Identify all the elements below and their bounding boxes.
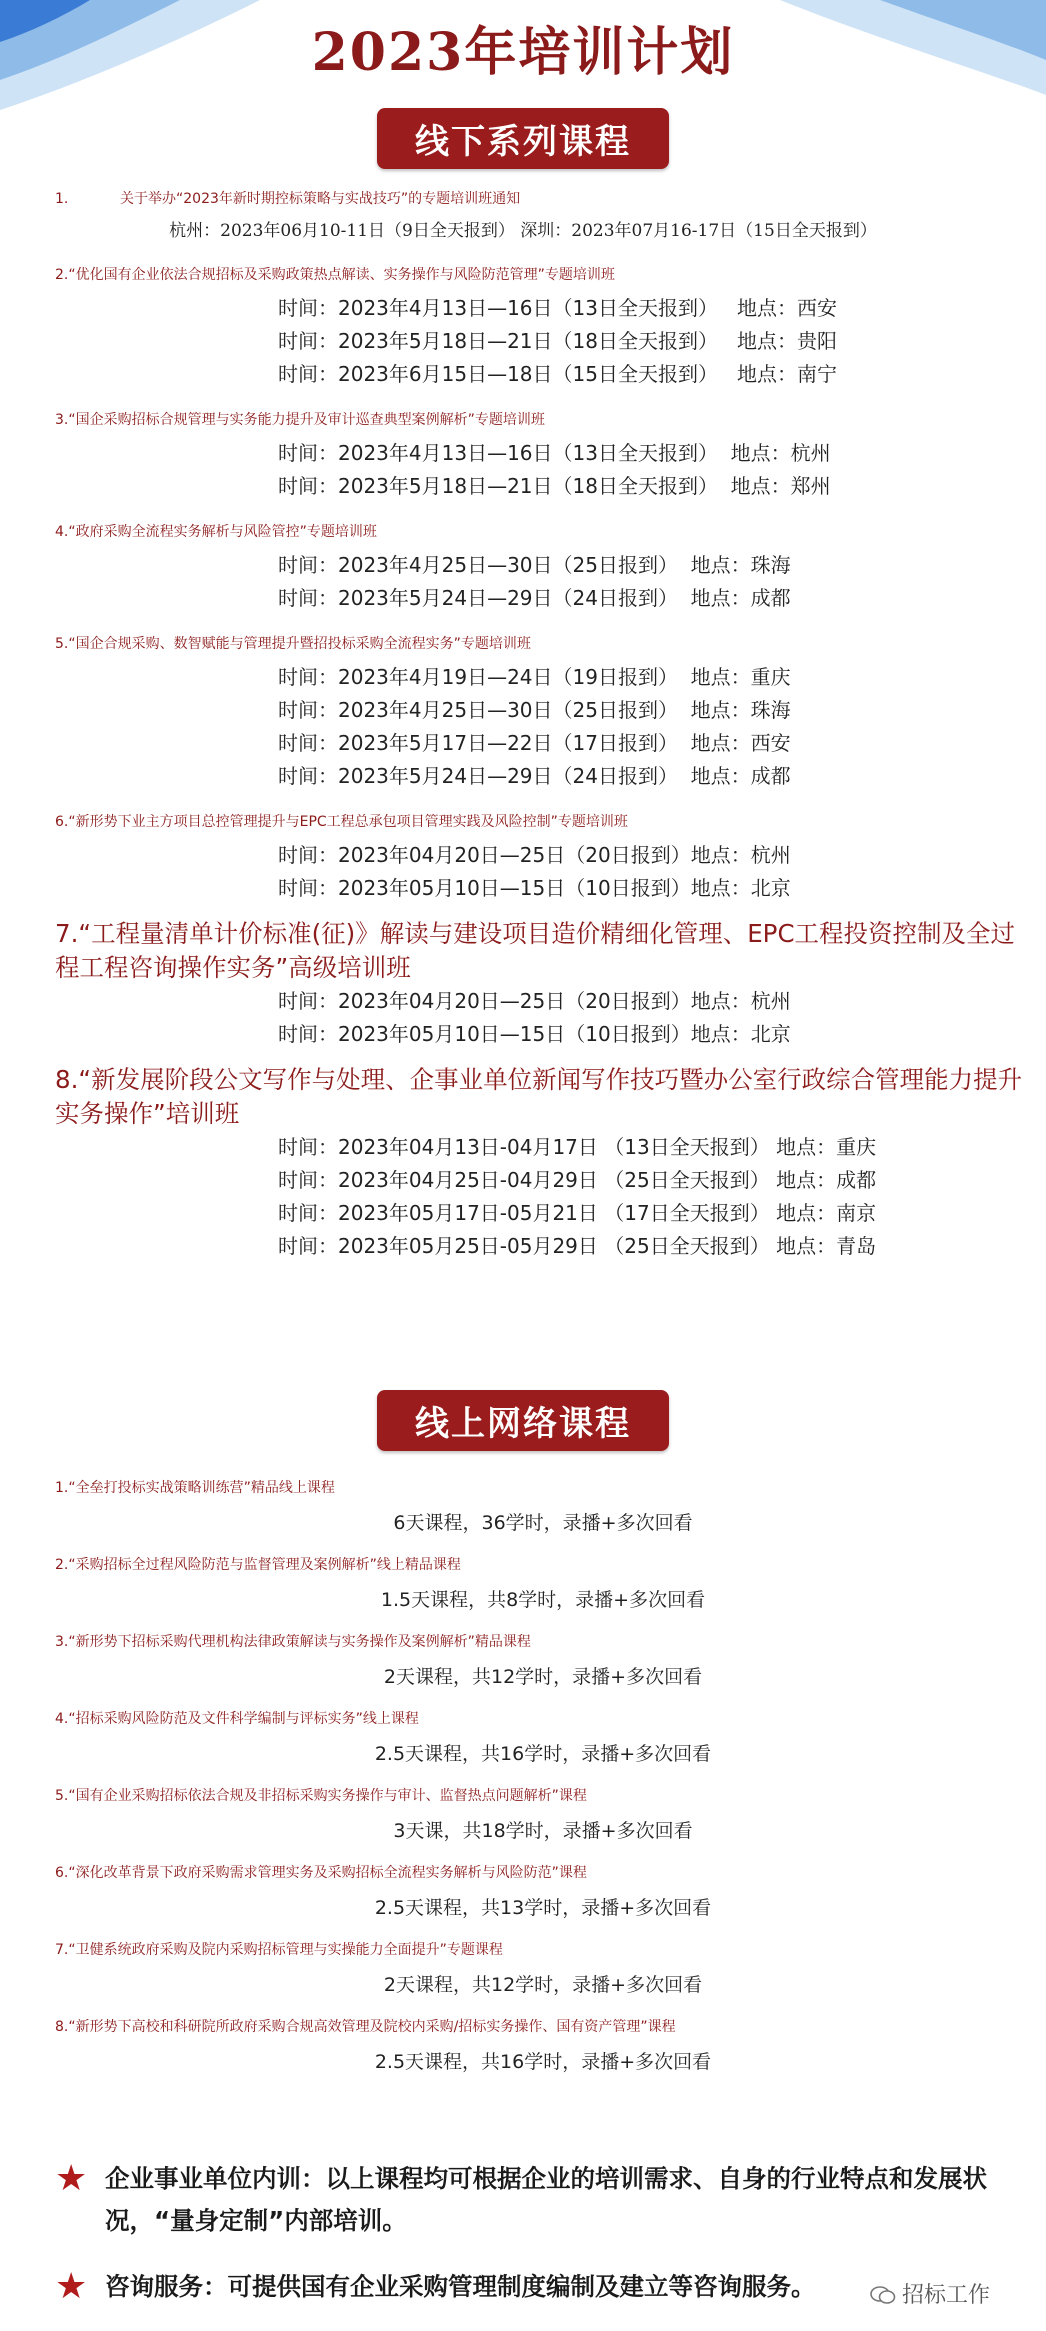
course-number: 5.	[55, 1788, 69, 1804]
schedule-line: 时间：2023年05月17日-05月21日 （17日全天报到） 地点：南京	[278, 1201, 877, 1225]
course-title-text: “新形势下招标采购代理机构法律政策解读与实务操作及案例解析”精品课程	[68, 1634, 531, 1650]
course-number: 1.	[55, 1480, 69, 1496]
offline-course-item	[0, 403, 1046, 503]
course-title	[0, 1545, 1046, 1585]
course-title	[0, 2007, 1046, 2047]
course-description: 3天课，共18学时，录播+多次回看	[393, 1820, 693, 1842]
course-number: 6.	[55, 814, 69, 830]
course-title	[0, 1776, 1046, 1816]
course-number: 8.	[55, 2019, 69, 2035]
page-title: 2023年培训计划	[311, 22, 735, 83]
course-title	[0, 805, 1046, 839]
schedule-line: 时间：2023年4月25日—30日（25日报到） 地点：珠海	[278, 553, 791, 577]
course-title-text: “新形势下高校和科研院所政府采购合规高效管理及院校内采购/招标实务操作、国有资产管理”课程	[68, 2019, 676, 2035]
course-number: 4.	[55, 1711, 69, 1727]
online-course-item	[0, 2007, 1046, 2077]
course-title-text: “招标采购风险防范及文件科学编制与评标实务”线上课程	[68, 1711, 419, 1727]
course-description: 1.5天课程，共8学时，录播+多次回看	[380, 1589, 706, 1611]
online-courses-banner: 线上网络课程	[377, 1390, 669, 1451]
online-course-item	[0, 1545, 1046, 1615]
schedule-line: 时间：2023年04月20日—25日（20日报到）地点：杭州	[278, 843, 791, 867]
schedule-line: 时间：2023年6月15日—18日（15日全天报到） 地点：南宁	[278, 362, 838, 386]
schedule-line: 时间：2023年4月13日—16日（13日全天报到） 地点：西安	[278, 296, 838, 320]
online-course-item	[0, 1699, 1046, 1769]
course-description: 2天课程，共12学时，录播+多次回看	[383, 1974, 703, 1996]
course-description: 2.5天课程，共13学时，录播+多次回看	[374, 1897, 712, 1919]
online-course-list	[0, 1468, 1046, 2084]
online-course-item	[0, 1776, 1046, 1846]
course-title	[0, 1468, 1046, 1508]
course-title	[0, 1622, 1046, 1662]
online-course-item	[0, 1930, 1046, 2000]
course-number: 1.	[55, 191, 69, 207]
course-title	[0, 1853, 1046, 1893]
course-title-text: “国有企业采购招标依法合规及非招标采购实务操作与审计、监督热点问题解析”课程	[68, 1788, 587, 1804]
consulting-service-text: 咨询服务：可提供国有企业采购管理制度编制及建立等咨询服务。	[105, 2272, 816, 2301]
online-course-item	[0, 1468, 1046, 1538]
course-title	[0, 1930, 1046, 1970]
offline-course-item	[0, 182, 1046, 246]
offline-course-item	[0, 1063, 1046, 1263]
online-course-item	[0, 1853, 1046, 1923]
course-title-text: “卫健系统政府采购及院内采购招标管理与实操能力全面提升”专题课程	[68, 1942, 503, 1958]
wechat-watermark	[870, 2278, 990, 2309]
course-title-text: “采购招标全过程风险防范与监督管理及案例解析”线上精品课程	[68, 1557, 461, 1573]
inhouse-training-text: 企业事业单位内训：以上课程均可根据企业的培训需求、自身的行业特点和发展状况，“量身定制”内部培训。	[105, 2164, 987, 2235]
offline-course-item	[0, 258, 1046, 391]
schedule-line: 时间：2023年5月17日—22日（17日报到） 地点：西安	[278, 731, 791, 755]
online-course-item	[0, 1622, 1046, 1692]
course-number: 7.	[55, 919, 79, 948]
offline-course-item	[0, 917, 1046, 1051]
course-title	[0, 627, 1046, 661]
offline-course-item	[0, 515, 1046, 615]
course-title	[0, 515, 1046, 549]
course-number: 8.	[55, 1065, 79, 1094]
schedule-line: 时间：2023年05月25日-05月29日 （25日全天报到） 地点：青岛	[278, 1234, 877, 1258]
course-title	[0, 258, 1046, 292]
schedule-line: 时间：2023年4月25日—30日（25日报到） 地点：珠海	[278, 698, 791, 722]
course-title-text: “优化国有企业依法合规招标及采购政策热点解读、实务操作与风险防范管理”专题培训班	[68, 267, 615, 283]
schedule-line: 时间：2023年04月25日-04月29日 （25日全天报到） 地点：成都	[278, 1168, 877, 1192]
watermark-text: 招标工作	[902, 2283, 991, 2308]
course-title-text: “新形势下业主方项目总控管理提升与EPC工程总承包项目管理实践及风险控制”专题培训班	[68, 814, 628, 830]
schedule-line: 时间：2023年4月13日—16日（13日全天报到） 地点：杭州	[278, 441, 831, 465]
schedule-line: 时间：2023年05月10日—15日（10日报到）地点：北京	[278, 876, 791, 900]
course-number: 3.	[55, 1634, 69, 1650]
schedule-line: 时间：2023年05月10日—15日（10日报到）地点：北京	[278, 1022, 791, 1046]
course-title-text: “政府采购全流程实务解析与风险管控”专题培训班	[68, 524, 377, 540]
course-title-text: “工程量清单计价标准(征)》解读与建设项目造价精细化管理、EPC工程投资控制及全过程工程咨询操作实务”高级培训班	[55, 919, 1016, 982]
schedule-line: 时间：2023年5月24日—29日（24日报到） 地点：成都	[278, 764, 791, 788]
schedule-line: 时间：2023年04月13日-04月17日 （13日全天报到） 地点：重庆	[278, 1135, 877, 1159]
course-schedule-note: 杭州：2023年06月10-11日（9日全天报到） 深圳：2023年07月16-17日（15日全天报到）	[169, 221, 877, 241]
course-title	[0, 917, 1046, 985]
course-title-text: “全垒打投标实战策略训练营”精品线上课程	[68, 1480, 335, 1496]
schedule-line: 时间：2023年5月18日—21日（18日全天报到） 地点：郑州	[278, 474, 831, 498]
course-number: 5.	[55, 636, 69, 652]
course-title	[0, 182, 1046, 216]
star-icon: ★	[55, 2158, 88, 2199]
offline-courses-banner: 线下系列课程	[377, 108, 669, 169]
offline-course-list	[0, 182, 1046, 1275]
course-title-text: 关于举办“2023年新时期控标策略与实战技巧”的专题培训班通知	[120, 191, 521, 207]
offline-course-item	[0, 627, 1046, 793]
star-icon: ★	[55, 2266, 88, 2307]
schedule-line: 时间：2023年5月24日—29日（24日报到） 地点：成都	[278, 586, 791, 610]
course-description: 2.5天课程，共16学时，录播+多次回看	[374, 1743, 712, 1765]
wechat-icon	[870, 2285, 896, 2305]
course-number: 2.	[55, 1557, 69, 1573]
course-title	[0, 403, 1046, 437]
course-title-text: “深化改革背景下政府采购需求管理实务及采购招标全流程实务解析与风险防范”课程	[68, 1865, 587, 1881]
course-title-text: “国企采购招标合规管理与实务能力提升及审计巡查典型案例解析”专题培训班	[68, 412, 545, 428]
course-description: 2.5天课程，共16学时，录播+多次回看	[374, 2051, 712, 2073]
course-number: 3.	[55, 412, 69, 428]
course-number: 6.	[55, 1865, 69, 1881]
course-number: 7.	[55, 1942, 69, 1958]
course-title	[0, 1063, 1046, 1131]
inhouse-training-note	[55, 2158, 1025, 2242]
course-title-text: “新发展阶段公文写作与处理、企事业单位新闻写作技巧暨办公室行政综合管理能力提升实务操作”培训班	[55, 1065, 1023, 1128]
course-description: 2天课程，共12学时，录播+多次回看	[383, 1666, 703, 1688]
offline-course-item	[0, 805, 1046, 905]
course-number: 2.	[55, 267, 69, 283]
course-title	[0, 1699, 1046, 1739]
schedule-line: 时间：2023年5月18日—21日（18日全天报到） 地点：贵阳	[278, 329, 838, 353]
course-description: 6天课程，36学时，录播+多次回看	[393, 1512, 693, 1534]
schedule-line: 时间：2023年04月20日—25日（20日报到）地点：杭州	[278, 989, 791, 1013]
schedule-line: 时间：2023年4月19日—24日（19日报到） 地点：重庆	[278, 665, 791, 689]
course-number: 4.	[55, 524, 69, 540]
course-title-text: “国企合规采购、数智赋能与管理提升暨招投标采购全流程实务”专题培训班	[68, 636, 531, 652]
